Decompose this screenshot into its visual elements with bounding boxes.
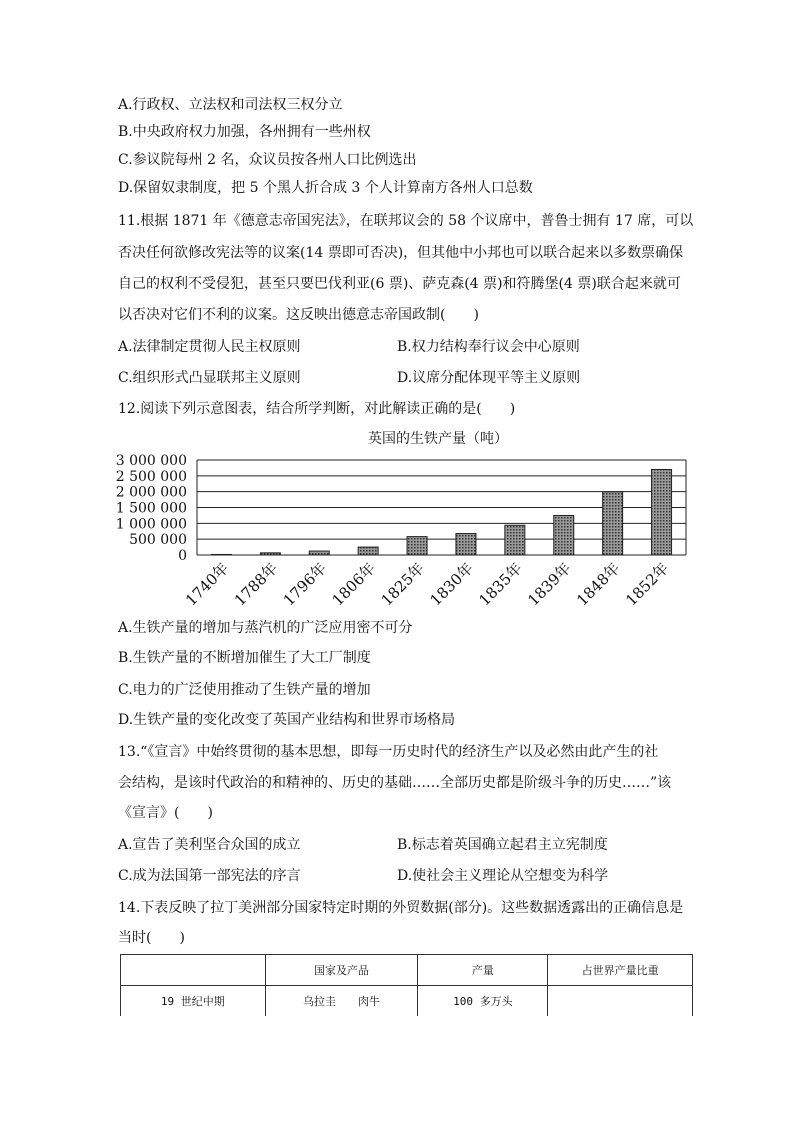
q13-stem-line: 《宣言》( ) [118,805,213,821]
bar [603,492,623,555]
table-header-cell: 占世界产量比重 [548,955,693,986]
table-header-cell: 国家及产品 [265,955,418,986]
y-tick-label: 2 500 000 [115,468,187,485]
q13-stem-line: 13.“《宣言》中始终贯彻的基本思想，即每一历史时代的经济生产以及必然由此产生的社 [118,744,659,760]
table-cell: 19 世纪中期 [121,986,266,1017]
q12-stem: 12.阅读下列示意图表，结合所学判断，对此解读正确的是( ) [118,401,516,417]
x-tick-label: 1848年 [573,559,624,610]
bar [260,553,280,555]
table-header-row [121,955,693,986]
bar [309,551,329,555]
q14-stem-line: 14.下表反映了拉丁美洲部分国家特定时期的外贸数据(部分)。这些数据透露出的正确信息是 [118,900,684,916]
q11-stem-line: 否决任何欲修改宪法等的议案(14 票即可否决)，但其他中小邦也可以联合起来以多数票确保 [118,245,684,261]
bar [505,525,525,555]
q11-option-b: B.权力结构奉行议会中心原则 [397,339,580,355]
q12-option-b: B.生铁产量的不断增加催生了大工厂制度 [118,650,371,666]
table-cell: 100 多万头 [418,986,548,1017]
q12-option-a: A.生铁产量的增加与蒸汽机的广泛应用密不可分 [118,620,413,636]
bar [358,547,378,555]
x-tick-label: 1788年 [230,559,282,610]
bar [407,537,427,555]
y-tick-label: 1 000 000 [115,516,187,533]
q10-option-b: B.中央政府权力加强，各州拥有一些州权 [118,124,371,140]
q11-stem-line: 以否决对它们不利的议案。这反映出德意志帝国政制( ) [118,307,479,323]
y-tick-label: 3 000 000 [115,453,187,469]
q14-stem-line: 当时( ) [118,930,185,946]
q10-option-d: D.保留奴隶制度，把 5 个黑人折合成 3 个人计算南方各州人口总数 [118,180,533,196]
y-tick-label: 2 000 000 [115,484,187,501]
q11-stem-line: 自己的权利不受侵犯，甚至只要巴伐利亚(6 票)、萨克森(4 票)和符腾堡(4 票)联合起来就可 [118,276,681,292]
table-row [121,986,693,1017]
x-tick-label: 1825年 [377,559,428,610]
y-tick-label: 500 000 [129,532,187,549]
table-header-cell: 产量 [418,955,548,986]
q11-stem-line: 11.根据 1871 年《德意志帝国宪法》，在联邦议会的 58 个议席中，普鲁士拥有 17 席，可以 [118,213,694,229]
x-tick-label: 1852年 [622,559,673,610]
x-tick-label: 1796年 [279,559,331,610]
q13-option-a: A.宣告了美利坚合众国的成立 [118,837,301,853]
x-tick-label: 1740年 [181,559,233,610]
q11-option-d: D.议席分配体现平等主义原则 [397,370,581,386]
x-tick-label: 1835年 [475,559,526,610]
bar [456,534,476,555]
bar [652,469,672,555]
table-cell: 乌拉圭 肉牛 [265,986,418,1017]
q11-option-a: A.法律制定贯彻人民主权原则 [118,339,301,355]
q13-option-d: D.使社会主义理论从空想变为科学 [397,868,609,884]
q12-option-d: D.生铁产量的变化改变了英国产业结构和世界市场格局 [118,712,456,728]
q13-option-c: C.成为法国第一部宪法的序言 [118,868,301,884]
q10-option-a: A.行政权、立法权和司法权三权分立 [118,97,343,113]
y-tick-label: 0 [178,548,187,564]
iron-output-chart [0,445,794,645]
table-cell [548,986,693,1017]
q13-stem-line: 会结构，是该时代政治的和精神的、历史的基础……全部历史都是阶级斗争的历史……”该 [118,775,672,791]
bar [211,554,231,555]
x-tick-label: 1830年 [426,559,477,610]
q10-option-c: C.参议院每州 2 名，众议员按各州人口比例选出 [118,152,417,168]
table-header-cell [121,955,266,986]
q13-option-b: B.标志着英国确立起君主立宪制度 [397,837,608,853]
chart-title: 英国的生铁产量（吨） [368,431,508,447]
trade-data-table [120,954,693,1016]
q12-option-c: C.电力的广泛使用推动了生铁产量的增加 [118,682,371,698]
x-tick-label: 1839年 [524,559,575,610]
bar [554,515,574,555]
x-tick-label: 1806年 [328,559,379,610]
y-tick-label: 1 500 000 [115,500,187,517]
q11-option-c: C.组织形式凸显联邦主义原则 [118,370,301,386]
